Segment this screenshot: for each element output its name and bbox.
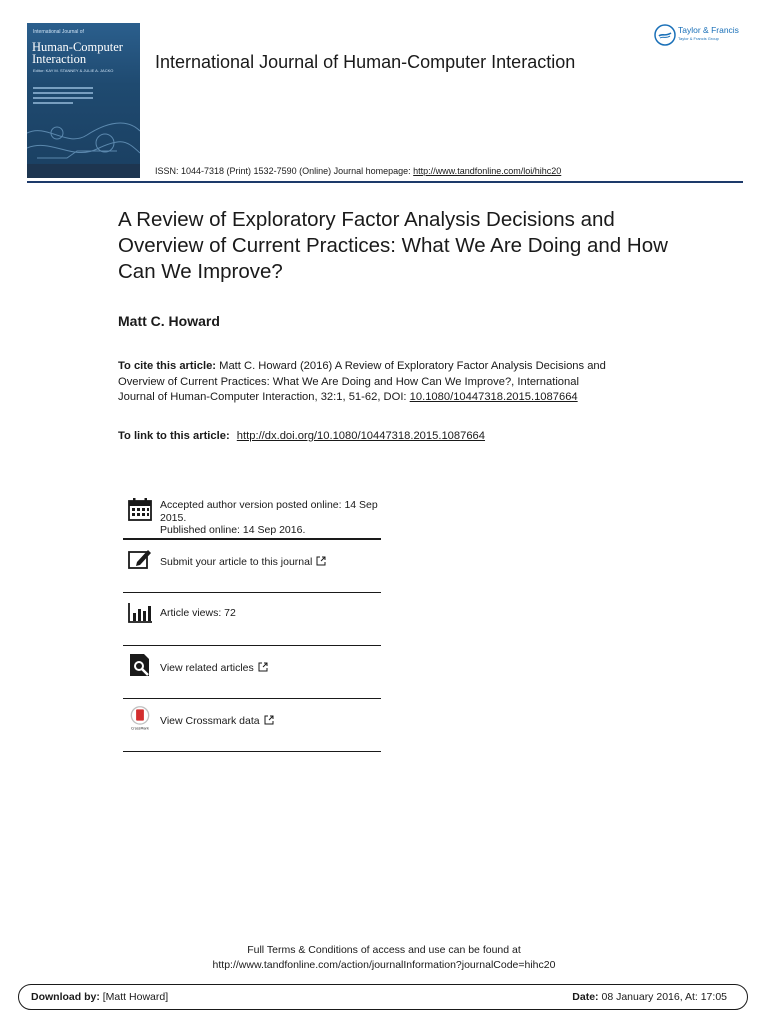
edit-icon: [127, 546, 153, 572]
issn-text: ISSN: 1044-7318 (Print) 1532-7590 (Online) Journal homepage:: [155, 166, 411, 176]
external-link-icon: [258, 662, 268, 672]
crossmark-link[interactable]: View Crossmark data: [160, 715, 260, 727]
journal-title: International Journal of Human-Computer Interaction: [155, 52, 576, 72]
bar-chart-icon: [127, 599, 153, 625]
download-info-bar: [18, 984, 748, 1010]
journal-cover-image: [27, 23, 140, 178]
crossmark-icon-label: CrossMark: [131, 726, 149, 731]
download-label: Download by:: [31, 991, 100, 1003]
published-date-text: Published online: 14 Sep 2016.: [160, 524, 306, 536]
article-author: Matt C. Howard: [118, 313, 220, 329]
related-articles-link[interactable]: View related articles: [160, 662, 254, 674]
link-label: To link to this article:: [118, 430, 230, 442]
cite-text: Matt C. Howard (2016) A Review of Exploratory Factor Analysis Decisions and Overview of Current Practices: What We Are Doing and How Can We Improve?, International Journal of Human-Computer Interaction, 32:1, 51-62, DOI:: [118, 360, 606, 403]
article-info-panel: [123, 490, 381, 752]
journal-homepage-link[interactable]: http://www.tandfonline.com/loi/hihc20: [413, 166, 562, 176]
terms-line-1: Full Terms & Conditions of access and use can be found at: [247, 944, 521, 956]
download-value: [Matt Howard]: [102, 991, 169, 1003]
crossmark-icon: [127, 705, 153, 731]
cover-small-title: International Journal of: [33, 29, 84, 35]
publication-dates-row: [123, 490, 381, 540]
article-title: A Review of Exploratory Factor Analysis Decisions and Overview of Current Practices: What We Are Doing and How Can We Improve?: [118, 208, 668, 283]
citation-block: [118, 359, 618, 406]
header-rule: [27, 181, 743, 183]
cite-doi-link[interactable]: 10.1080/10447318.2015.1087664: [409, 391, 578, 403]
publisher-name: Taylor & Francis: [678, 25, 739, 35]
download-date: [572, 991, 727, 1003]
article-views-text: Article views: 72: [160, 607, 236, 619]
cover-circuit-art: [27, 113, 140, 168]
external-link-icon: [264, 715, 274, 725]
download-by: [31, 991, 168, 1003]
cover-bottom-band: [27, 164, 140, 178]
external-link-icon: [316, 556, 326, 566]
issn-line: [155, 166, 561, 176]
search-document-icon: [127, 652, 153, 678]
cover-big-title: Human-Computer Interaction: [32, 40, 123, 66]
cite-label: To cite this article:: [118, 360, 217, 372]
article-views-row: [123, 593, 381, 646]
terms-url[interactable]: http://www.tandfonline.com/action/journalInformation?journalCode=hihc20: [212, 959, 556, 971]
related-articles-row[interactable]: [123, 646, 381, 699]
cover-decorative-lines: [33, 87, 93, 107]
date-value: 08 January 2016, At: 17:05: [601, 991, 727, 1003]
article-doi-link[interactable]: http://dx.doi.org/10.1080/10447318.2015.1087664: [236, 430, 486, 442]
publisher-logo-icon: [654, 24, 676, 46]
calendar-icon: [127, 496, 153, 522]
article-link-line: [118, 430, 485, 442]
publisher-group: Taylor & Francis Group: [678, 36, 719, 41]
cover-authors: Editor: KAY M. STANNEY & JULIE A. JACKO: [33, 68, 114, 73]
submit-article-link[interactable]: Submit your article to this journal: [160, 556, 313, 568]
crossmark-row[interactable]: [123, 699, 381, 752]
submit-article-row[interactable]: [123, 540, 381, 593]
terms-footer: [0, 943, 768, 973]
date-label: Date:: [572, 991, 599, 1003]
accepted-date-text: Accepted author version posted online: 14 Sep 2015.: [160, 499, 378, 524]
publisher-logo[interactable]: [654, 22, 749, 48]
